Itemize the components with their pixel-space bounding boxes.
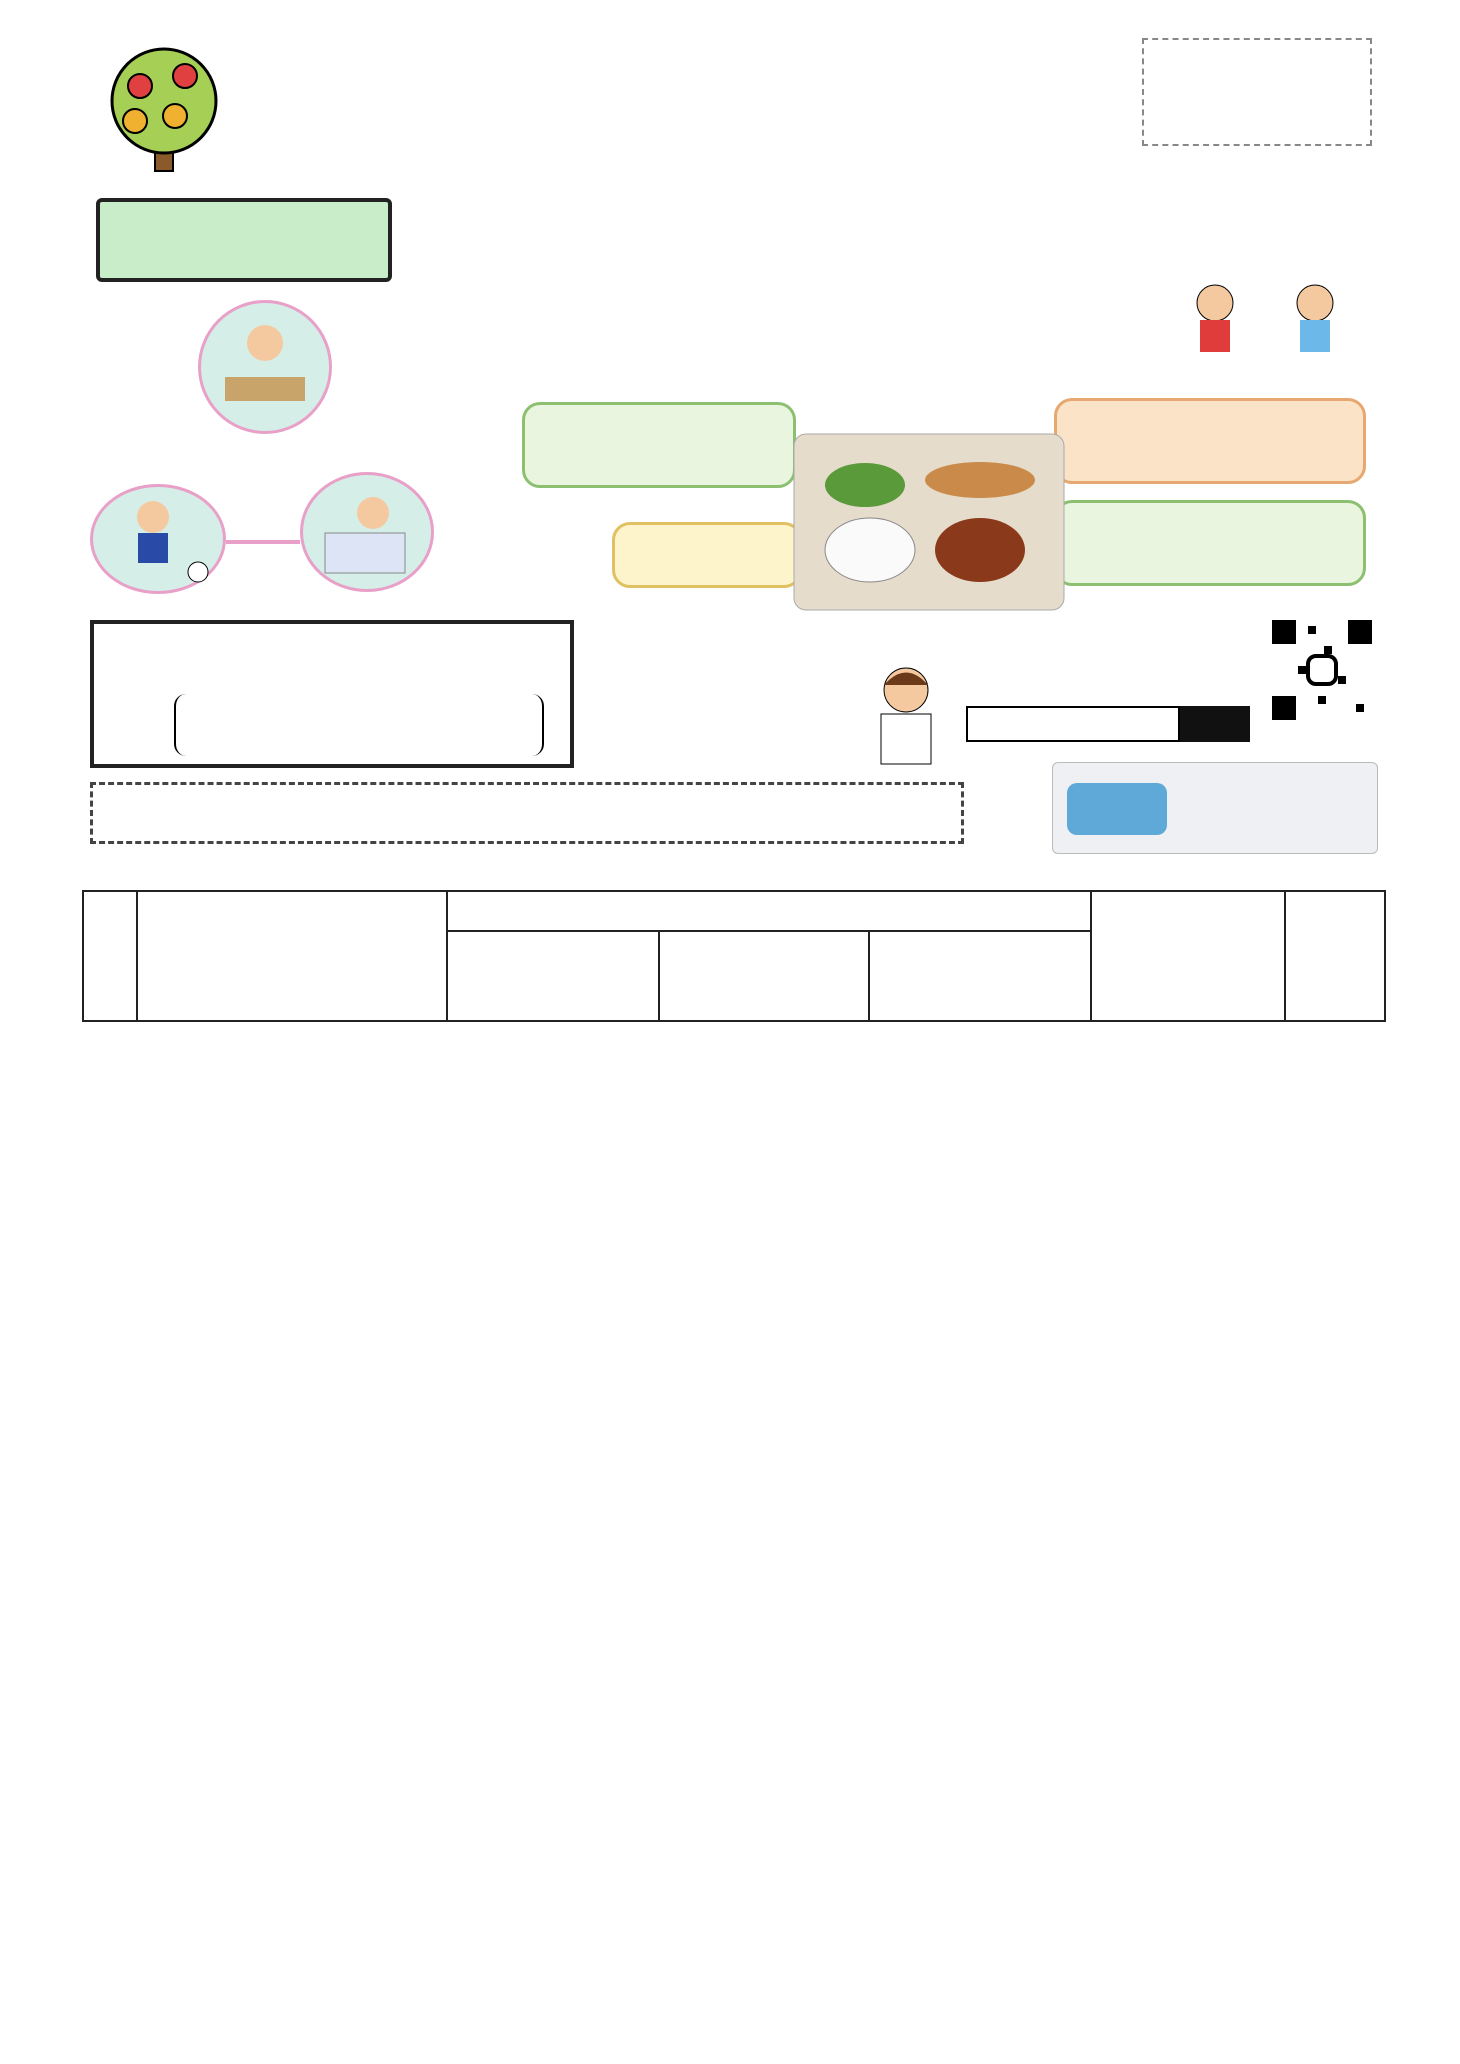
issuer-box xyxy=(1142,38,1372,146)
header-main xyxy=(447,891,1091,931)
header-midori xyxy=(869,931,1091,1021)
header-day xyxy=(83,891,137,1021)
connector-line xyxy=(226,540,300,544)
header-energy xyxy=(1285,891,1385,1021)
local-produce-note xyxy=(90,782,964,844)
header-aka xyxy=(659,931,869,1021)
header-seasoning xyxy=(1091,891,1285,1021)
menu-table xyxy=(82,890,1386,1022)
kids-icon xyxy=(1170,278,1370,368)
salt-badge xyxy=(1067,783,1167,835)
header-menu xyxy=(137,891,447,1021)
salt-box xyxy=(1052,762,1378,854)
exercise-circle xyxy=(90,484,226,594)
qr-code-icon[interactable] xyxy=(1268,616,1376,724)
soccer-icon xyxy=(93,487,223,591)
sleep-icon xyxy=(303,475,431,589)
meal-tray-icon xyxy=(790,430,1070,614)
search-field[interactable] xyxy=(966,706,1180,742)
header-ki xyxy=(447,931,659,1021)
nutritionist-icon xyxy=(856,660,956,770)
meal-circle xyxy=(198,300,332,434)
shiru-bubble xyxy=(1054,500,1366,586)
meal-icon xyxy=(201,303,329,431)
search-button[interactable] xyxy=(1180,706,1250,742)
tree-icon xyxy=(100,46,230,176)
goal-box xyxy=(90,620,574,768)
theme-clipboard xyxy=(96,198,392,282)
title-banner xyxy=(100,40,940,190)
shushoku-bubble xyxy=(612,522,802,588)
goal-input[interactable] xyxy=(174,694,544,756)
sleep-circle xyxy=(300,472,434,592)
shusai-bubble xyxy=(1054,398,1366,484)
fukusai-bubble xyxy=(522,402,796,488)
